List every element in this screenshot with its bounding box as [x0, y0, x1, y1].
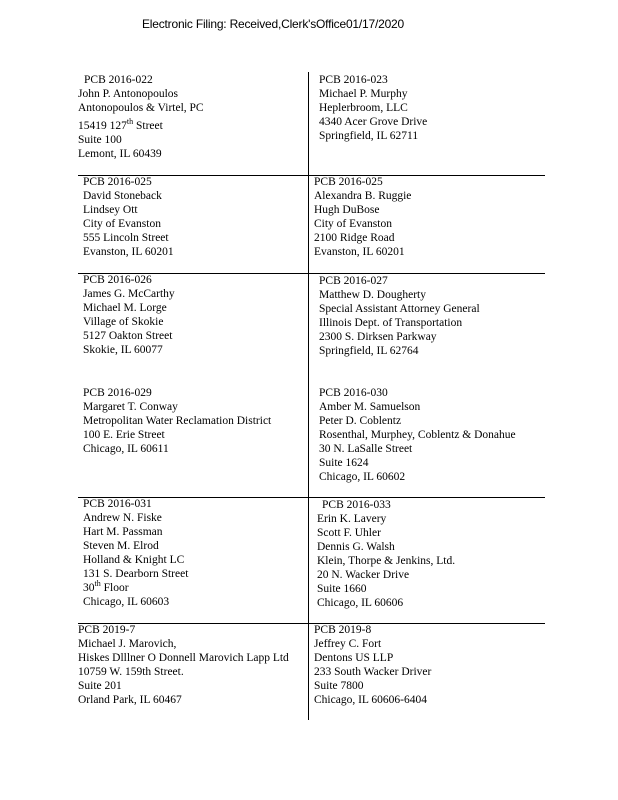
- entry-line: Lindsey Ott: [83, 204, 138, 216]
- entry-line: 2100 Ridge Road: [314, 232, 395, 244]
- entry-line: Chicago, IL 60606: [317, 597, 404, 609]
- case-number: PCB 2016-031: [83, 498, 152, 510]
- entry-line: Scott F. Uhler: [317, 527, 381, 539]
- service-entry: [314, 623, 431, 707]
- entry-line: Hiskes Dlllner O Donnell Marovich Lapp Ltd: [78, 652, 289, 664]
- service-entry: [319, 274, 480, 358]
- entry-line: John P. Antonopoulos: [78, 88, 179, 100]
- entry-line: Springfield, IL 62711: [319, 130, 419, 142]
- entry-line: Suite 201: [78, 680, 122, 692]
- entry-line: 100 E. Erie Street: [83, 429, 165, 441]
- entry-line: Skokie, IL 60077: [83, 344, 163, 356]
- entry-line: 555 Lincoln Street: [83, 232, 169, 244]
- entry-line: Suite 7800: [314, 680, 364, 692]
- entry-line: Village of Skokie: [83, 316, 164, 328]
- entry-line: Erin K. Lavery: [317, 513, 387, 525]
- entry-line: Antonopoulos & Virtel, PC: [78, 102, 204, 114]
- service-entry: [319, 386, 516, 484]
- entry-line: 10759 W. 159th Street.: [78, 666, 184, 678]
- entry-line: Suite 100: [78, 134, 122, 146]
- entry-line: Heplerbroom, LLC: [319, 102, 408, 114]
- filing-header: Electronic Filing: Received,Clerk'sOffice01/17/2020: [142, 17, 405, 31]
- entry-line: Peter D. Coblentz: [319, 415, 402, 427]
- entry-line: 30th Floor: [83, 579, 129, 594]
- service-entry: [83, 175, 174, 259]
- entry-line: Dennis G. Walsh: [317, 541, 395, 553]
- case-number: PCB 2016-023: [319, 74, 388, 86]
- entry-line: 20 N. Wacker Drive: [317, 569, 410, 581]
- case-number: PCB 2016-026: [83, 274, 152, 286]
- entry-line: Margaret T. Conway: [83, 401, 178, 413]
- entry-line: 30 N. LaSalle Street: [319, 443, 413, 455]
- case-number: PCB 2019-7: [78, 624, 136, 636]
- entry-line: Chicago, IL 60611: [83, 443, 169, 455]
- entry-line: Special Assistant Attorney General: [319, 303, 480, 315]
- entry-line: Matthew D. Dougherty: [319, 289, 426, 301]
- service-entry: [317, 498, 455, 610]
- entry-line: Rosenthal, Murphey, Coblentz & Donahue: [319, 429, 516, 441]
- service-entry: [83, 386, 271, 456]
- entry-line: Metropolitan Water Reclamation District: [83, 415, 272, 427]
- entry-line: Evanston, IL 60201: [83, 246, 174, 258]
- entry-line: Illinois Dept. of Transportation: [319, 317, 463, 329]
- entry-line: Chicago, IL 60602: [319, 471, 406, 483]
- case-number: PCB 2016-030: [319, 387, 388, 399]
- service-entry: [83, 497, 188, 609]
- case-number: PCB 2019-8: [314, 624, 372, 636]
- service-entry: [314, 175, 411, 259]
- entry-line: Alexandra B. Ruggie: [314, 190, 412, 202]
- entry-line: 4340 Acer Grove Drive: [319, 116, 428, 128]
- entry-line: Amber M. Samuelson: [319, 401, 421, 413]
- service-entry: [319, 73, 427, 143]
- entry-line: 15419 127th Street: [78, 117, 163, 132]
- entry-line: Andrew N. Fiske: [83, 512, 162, 524]
- entry-line: Hugh DuBose: [314, 204, 380, 216]
- entry-line: David Stoneback: [83, 190, 162, 202]
- service-entry: [78, 73, 204, 161]
- entry-line: Michael M. Lorge: [83, 302, 167, 314]
- entry-line: Michael J. Marovich,: [78, 638, 177, 650]
- entry-line: Suite 1660: [317, 583, 367, 595]
- entry-line: 5127 Oakton Street: [83, 330, 173, 342]
- case-number: PCB 2016-025: [314, 176, 383, 188]
- case-number: PCB 2016-029: [83, 387, 152, 399]
- entry-line: Lemont, IL 60439: [78, 148, 162, 160]
- entry-line: Evanston, IL 60201: [314, 246, 405, 258]
- entry-line: Jeffrey C. Fort: [314, 638, 382, 650]
- case-number: PCB 2016-033: [322, 499, 391, 511]
- entry-line: Suite 1624: [319, 457, 369, 469]
- entry-line: Chicago, IL 60606-6404: [314, 694, 427, 706]
- case-number: PCB 2016-025: [83, 176, 152, 188]
- entry-line: City of Evanston: [314, 218, 392, 230]
- case-number: PCB 2016-027: [319, 275, 388, 287]
- entry-line: Klein, Thorpe & Jenkins, Ltd.: [317, 555, 456, 567]
- entry-line: City of Evanston: [83, 218, 161, 230]
- entry-line: Hart M. Passman: [83, 526, 163, 538]
- entry-line: Michael P. Murphy: [319, 88, 408, 100]
- entry-line: Chicago, IL 60603: [83, 596, 170, 608]
- entry-line: Orland Park, IL 60467: [78, 694, 182, 706]
- service-entry: [78, 623, 289, 707]
- entry-line: Holland & Knight LC: [83, 554, 185, 566]
- entry-line: Springfield, IL 62764: [319, 345, 419, 357]
- entry-line: 2300 S. Dirksen Parkway: [319, 331, 437, 343]
- case-number: PCB 2016-022: [84, 74, 153, 86]
- entry-line: 131 S. Dearborn Street: [83, 568, 189, 580]
- entry-line: James G. McCarthy: [83, 288, 175, 300]
- entry-line: Dentons US LLP: [314, 652, 394, 664]
- service-entry: [83, 273, 175, 357]
- entry-line: Steven M. Elrod: [83, 540, 159, 552]
- entry-line: 233 South Wacker Driver: [314, 666, 432, 678]
